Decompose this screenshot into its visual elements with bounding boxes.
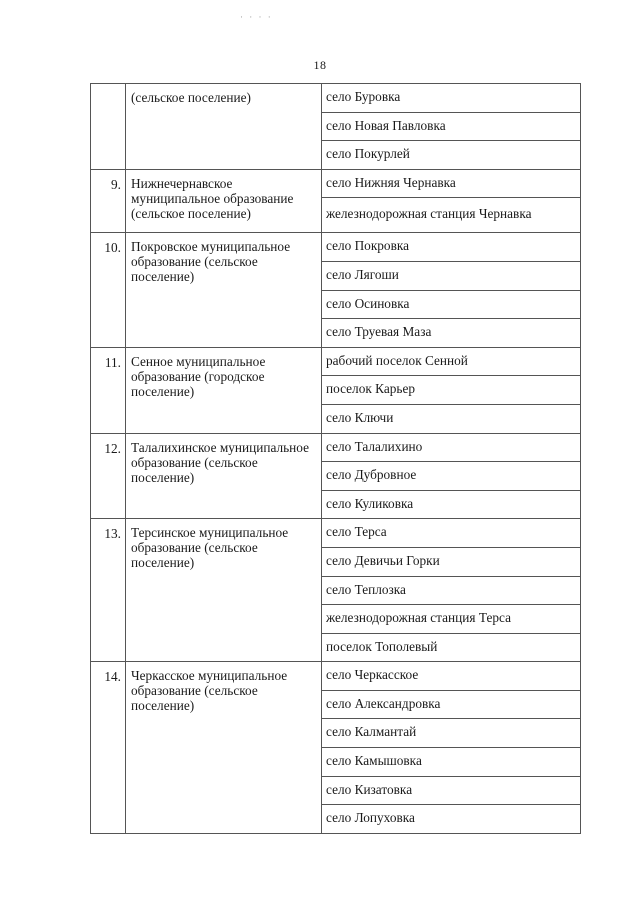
settlement-item: село Лопуховка bbox=[326, 810, 415, 826]
settlement-item: село Александровка bbox=[322, 691, 580, 720]
municipality-name: Сенное муниципальное образование (городское поселение) bbox=[126, 347, 322, 433]
settlement-list bbox=[322, 347, 581, 433]
settlement-item: село Камышовка bbox=[322, 748, 580, 777]
table-row bbox=[91, 84, 581, 170]
municipality-name: Черкасское муниципальное образование (сельское поселение) bbox=[126, 662, 322, 834]
table-row bbox=[91, 233, 581, 347]
settlement-item: село Куликовка bbox=[326, 495, 414, 511]
settlement-item: село Теплозка bbox=[322, 577, 580, 606]
settlement-item: село Талалихино bbox=[322, 434, 580, 463]
municipality-name: Нижнечернавское муниципальное образование (сельское поселение) bbox=[126, 169, 322, 233]
settlement-item: село Труевая Маза bbox=[326, 324, 432, 340]
row-number: 11. bbox=[91, 347, 126, 433]
page-number: 18 bbox=[313, 58, 327, 72]
settlement-item: село Дубровное bbox=[322, 462, 580, 491]
municipality-name: Терсинское муниципальное образование (сельское поселение) bbox=[126, 519, 322, 662]
municipality-name: Талалихинское муниципальное образование (сельское поселение) bbox=[126, 433, 322, 519]
row-number: 12. bbox=[91, 433, 126, 519]
table-row bbox=[91, 662, 581, 834]
row-number: 13. bbox=[91, 519, 126, 662]
table-row bbox=[91, 519, 581, 662]
settlement-list bbox=[322, 433, 581, 519]
settlement-list bbox=[322, 169, 581, 233]
table-row bbox=[91, 347, 581, 433]
scan-marks: · · · · bbox=[240, 12, 273, 22]
settlement-item: железнодорожная станция Чернавка bbox=[326, 206, 532, 222]
settlement-item: село Калмантай bbox=[322, 719, 580, 748]
settlement-list bbox=[322, 662, 581, 834]
row-number: 14. bbox=[91, 662, 126, 834]
settlement-item: село Осиновка bbox=[322, 291, 580, 320]
settlement-item: село Покровка bbox=[322, 233, 580, 262]
settlement-item: село Кизатовка bbox=[322, 777, 580, 806]
row-number: 9. bbox=[91, 169, 126, 233]
row-number: 10. bbox=[91, 233, 126, 347]
settlement-item: железнодорожная станция Терса bbox=[322, 605, 580, 634]
municipality-name: Покровское муниципальное образование (сельское поселение) bbox=[126, 233, 322, 347]
settlement-item: поселок Тополевый bbox=[326, 638, 438, 654]
table-row bbox=[91, 433, 581, 519]
settlement-item: рабочий поселок Сенной bbox=[322, 348, 580, 377]
settlement-item: село Девичьи Горки bbox=[322, 548, 580, 577]
settlement-item: село Лягоши bbox=[322, 262, 580, 291]
settlement-item: село Нижняя Чернавка bbox=[322, 170, 580, 199]
settlement-item: село Терса bbox=[322, 519, 580, 548]
row-number bbox=[91, 84, 126, 170]
settlement-item: село Буровка bbox=[322, 84, 580, 113]
settlement-item: поселок Карьер bbox=[322, 376, 580, 405]
municipalities-table bbox=[90, 83, 581, 834]
settlement-item: село Покурлей bbox=[326, 146, 410, 162]
settlement-list bbox=[322, 233, 581, 347]
municipality-name: (сельское поселение) bbox=[126, 84, 322, 170]
settlement-item: село Ключи bbox=[326, 409, 394, 425]
settlement-list bbox=[322, 84, 581, 170]
settlement-item: село Черкасское bbox=[322, 662, 580, 691]
table-row bbox=[91, 169, 581, 233]
settlement-list bbox=[322, 519, 581, 662]
settlement-item: село Новая Павловка bbox=[322, 113, 580, 142]
